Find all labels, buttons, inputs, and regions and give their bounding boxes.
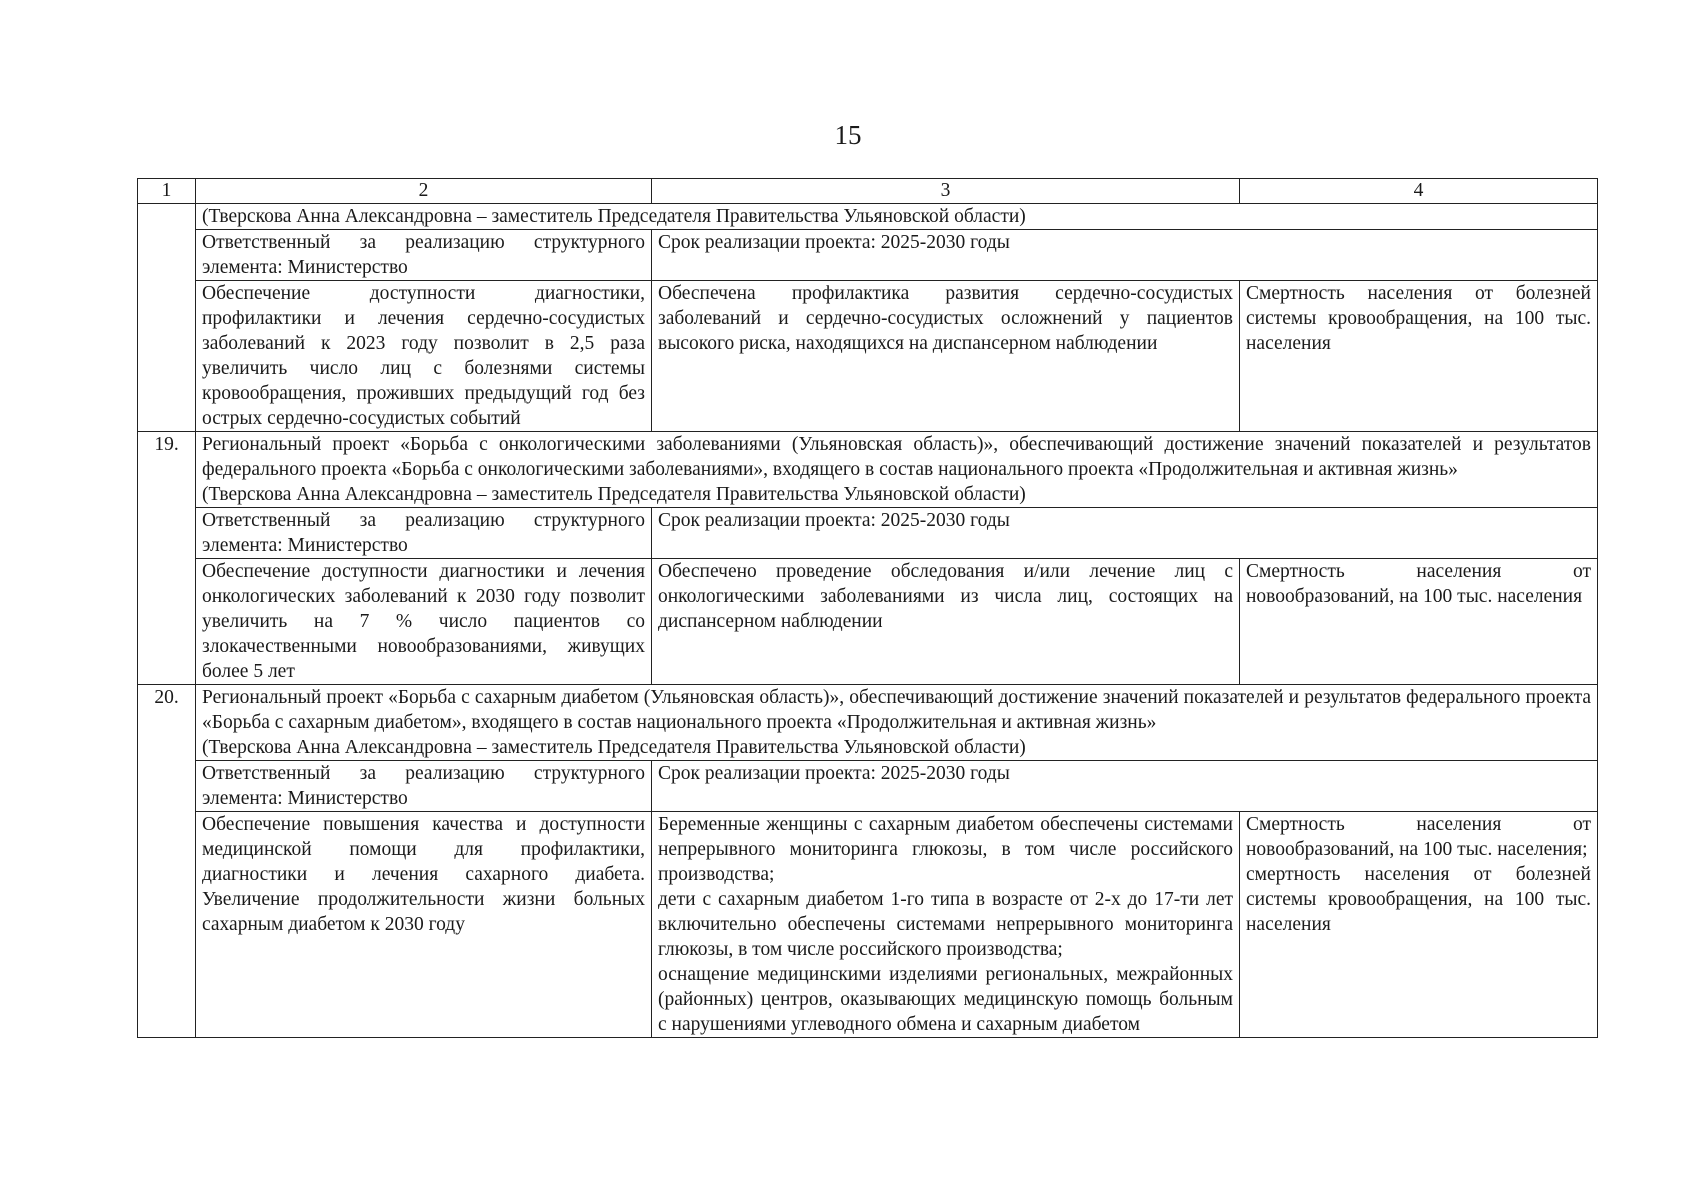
project-19-curator: (Тверскова Анна Александровна – заместитель Председателя Правительства Ульяновской области) — [202, 484, 1026, 505]
project-20-goal: Обеспечение повышения качества и доступности медицинской помощи для профилактики, диагностики и лечения сахарного диабета. Увеличение продолжительности жизни больных сахарным диабетом к 2030 году — [196, 812, 652, 1038]
page-number: 15 — [834, 120, 862, 150]
project-20-content-row — [138, 812, 1598, 1038]
project-20-title: Региональный проект «Борьба с сахарным диабетом (Ульяновская область)», обеспечивающий достижение значений показателей и результатов федерального проекта «Борьба с сахарным диабетом», входящего в состав национального проекта «Продолжительная и активная жизнь» — [202, 687, 1591, 733]
project-20-indicator-1: Смертность населения от новообразований, на 100 тыс. населения; — [1246, 814, 1591, 860]
project-19-number: 19. — [138, 432, 196, 685]
prev-curator-row — [138, 204, 1598, 230]
project-19-indicator: Смертность населения от новообразований, на 100 тыс. населения — [1240, 559, 1598, 685]
header-col-4: 4 — [1240, 179, 1598, 204]
project-20-responsible: Ответственный за реализацию структурного элемента: Министерство — [196, 761, 652, 812]
project-20-results — [652, 812, 1240, 1038]
header-col-2: 2 — [196, 179, 652, 204]
prev-curator: (Тверскова Анна Александровна – заместитель Председателя Правительства Ульяновской области) — [196, 204, 1598, 230]
project-20-number: 20. — [138, 685, 196, 1038]
header-col-1: 1 — [138, 179, 196, 204]
project-20-result-2: дети с сахарным диабетом 1-го типа в возрасте от 2-х до 17-ти лет включительно обеспечены системами непрерывного мониторинга глюкозы, в том числе российского производства; — [658, 889, 1233, 960]
project-19-goal: Обеспечение доступности диагностики и лечения онкологических заболеваний к 2030 году позволит увеличить на 7 % число пациентов со злокачественными новообразованиями, живущих более 5 лет — [196, 559, 652, 685]
project-19-term: Срок реализации проекта: 2025-2030 годы — [652, 508, 1598, 559]
project-20-result-3: оснащение медицинскими изделиями региональных, межрайонных (районных) центров, оказывающих медицинскую помощь больным с нарушениями углеводного обмена и сахарным диабетом — [658, 964, 1233, 1035]
prev-result: Обеспечена профилактика развития сердечно-сосудистых заболеваний и сердечно-сосудистых осложнений у пациентов высокого риска, находящихся на диспансерном наблюдении — [652, 281, 1240, 432]
projects-table — [137, 178, 1598, 1038]
project-20-curator: (Тверскова Анна Александровна – заместитель Председателя Правительства Ульяновской области) — [202, 737, 1026, 758]
project-19-title-cell — [196, 432, 1598, 508]
prev-term: Срок реализации проекта: 2025-2030 годы — [652, 230, 1598, 281]
project-20-title-row — [138, 685, 1598, 761]
project-19-responsible: Ответственный за реализацию структурного элемента: Министерство — [196, 508, 652, 559]
prev-content-row — [138, 281, 1598, 432]
project-20-indicator-2: смертность населения от болезней системы кровообращения, на 100 тыс. населения — [1246, 864, 1591, 935]
project-20-term: Срок реализации проекта: 2025-2030 годы — [652, 761, 1598, 812]
project-19-result: Обеспечено проведение обследования и/или лечение лиц с онкологическими заболеваниями из числа лиц, состоящих на диспансерном наблюдении — [652, 559, 1240, 685]
project-20-result-1: Беременные женщины с сахарным диабетом обеспечены системами непрерывного мониторинга глюкозы, в том числе российского производства; — [658, 814, 1233, 885]
project-20-responsible-row — [138, 761, 1598, 812]
prev-goal: Обеспечение доступности диагностики, профилактики и лечения сердечно-сосудистых заболеваний к 2023 году позволит в 2,5 раза увеличить число лиц с болезнями системы кровообращения, проживших предыдущий год без острых сердечно-сосудистых событий — [196, 281, 652, 432]
table-header-row — [138, 179, 1598, 204]
project-19-title: Региональный проект «Борьба с онкологическими заболеваниями (Ульяновская область)», обеспечивающий достижение значений показателей и результатов федерального проекта «Борьба с онкологическими заболеваниями», входящего в состав национального проекта «Продолжительная и активная жизнь» — [202, 434, 1591, 480]
project-19-title-row — [138, 432, 1598, 508]
project-19-responsible-row — [138, 508, 1598, 559]
prev-responsible-row — [138, 230, 1598, 281]
prev-responsible: Ответственный за реализацию структурного элемента: Министерство — [196, 230, 652, 281]
prev-indicator: Смертность населения от болезней системы кровообращения, на 100 тыс. населения — [1240, 281, 1598, 432]
header-col-3: 3 — [652, 179, 1240, 204]
project-20-title-cell — [196, 685, 1598, 761]
project-19-content-row — [138, 559, 1598, 685]
project-20-indicators — [1240, 812, 1598, 1038]
prev-number-cell — [138, 204, 196, 432]
